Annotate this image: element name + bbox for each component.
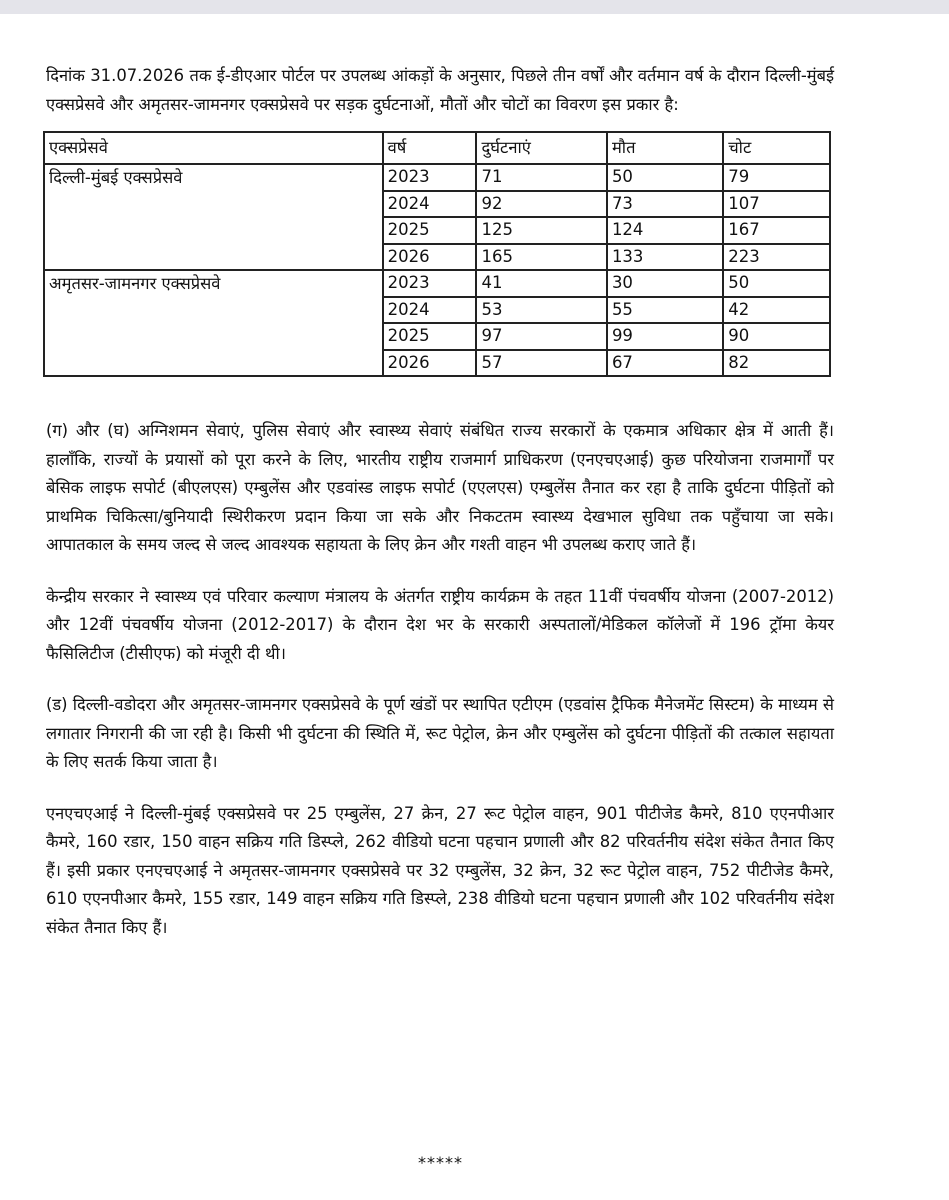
- injuries-cell: 167: [723, 217, 830, 244]
- header-injuries: चोट: [723, 132, 830, 164]
- injuries-cell: 82: [723, 350, 830, 377]
- deaths-cell: 124: [607, 217, 723, 244]
- document-page: [46, 40, 834, 942]
- injuries-cell: 42: [723, 297, 830, 324]
- table-row: [44, 270, 830, 297]
- table-row: [44, 164, 830, 191]
- paragraph-g-gh: (ग) और (घ) अग्निशमन सेवाएं, पुलिस सेवाएं और स्वास्थ्य सेवाएं संबंधित राज्य सरकारों के एकमात्र अधिकार क्षेत्र में आती हैं। हालाँकि, राज्यों के प्रयासों को पूरा करने के लिए, भारतीय राष्ट्रीय राजमार्ग प्राधिकरण (एनएचएआई) कुछ परियोजना राजमार्गों पर बेसिक लाइफ सपोर्ट (बीएलएस) एम्बुलेंस और एडवांस्ड लाइफ सपोर्ट (एएलएस) एम्बुलेंस तैनात कर रहा है ताकि दुर्घटना पीड़ितों को प्राथमिक चिकित्सा/बुनियादी स्थिरीकरण प्रदान किया जा सके और निकटतम स्वास्थ्य देखभाल सुविधा तक पहुँचाया जा सके। आपातकाल के समय जल्द से जल्द आवश्यक सहायता के लिए क्रेन और गश्ती वाहन भी उपलब्ध कराए जाते हैं।: [46, 421, 834, 554]
- accidents-cell: 71: [476, 164, 606, 191]
- accidents-cell: 165: [476, 244, 606, 271]
- accidents-cell: 92: [476, 191, 606, 218]
- injuries-cell: 90: [723, 323, 830, 350]
- deaths-cell: 30: [607, 270, 723, 297]
- expressway-name-cell: दिल्ली-मुंबई एक्सप्रेसवे: [44, 164, 383, 270]
- accidents-cell: 57: [476, 350, 606, 377]
- accidents-cell: 41: [476, 270, 606, 297]
- expressway-accident-table: [43, 131, 831, 377]
- header-accidents: दुर्घटनाएं: [476, 132, 606, 164]
- header-expressway: एक्सप्रेसवे: [44, 132, 383, 164]
- deaths-cell: 67: [607, 350, 723, 377]
- accidents-cell: 53: [476, 297, 606, 324]
- paragraph-nhai: एनएचएआई ने दिल्ली-मुंबई एक्सप्रेसवे पर 25 एम्बुलेंस, 27 क्रेन, 27 रूट पेट्रोल वाहन, 901 पीटीजेड कैमरे, 810 एएनपीआर कैमरे, 160 रडार, 150 वाहन सक्रिय गति डिस्प्ले, 262 वीडियो घटना पहचान प्रणाली और 82 परिवर्तनीय संदेश संकेत तैनात किए हैं। इसी प्रकार एनएचएआई ने अमृतसर-जामनगर एक्सप्रेसवे पर 32 एम्बुलेंस, 32 क्रेन, 32 रूट पेट्रोल वाहन, 752 पीटीजेड कैमरे, 610 एएनपीआर कैमरे, 155 रडार, 149 वाहन सक्रिय गति डिस्प्ले, 238 वीडियो घटना पहचान प्रणाली और 102 परिवर्तनीय संदेश संकेत तैनात किए हैं।: [46, 803, 834, 937]
- injuries-cell: 107: [723, 191, 830, 218]
- end-mark: *****: [418, 1153, 463, 1172]
- injuries-cell: 50: [723, 270, 830, 297]
- accidents-cell: 97: [476, 323, 606, 350]
- year-cell: 2025: [383, 323, 477, 350]
- header-deaths: मौत: [607, 132, 723, 164]
- paragraph-d: (ड) दिल्ली-वडोदरा और अमृतसर-जामनगर एक्सप्रेसवे के पूर्ण खंडों पर स्थापित एटीएम (एडवांस ट्रैफिक मैनेजमेंट सिस्टम) के माध्यम से लगातार निगरानी की जा रही है। किसी भी दुर्घटना की स्थिति में, रूट पेट्रोल, क्रेन और एम्बुलेंस को दुर्घटना पीड़ितों की तत्काल सहायता के लिए सतर्क किया जाता है।: [46, 695, 834, 771]
- injuries-cell: 79: [723, 164, 830, 191]
- accidents-cell: 125: [476, 217, 606, 244]
- deaths-cell: 50: [607, 164, 723, 191]
- deaths-cell: 73: [607, 191, 723, 218]
- year-cell: 2024: [383, 191, 477, 218]
- injuries-cell: 223: [723, 244, 830, 271]
- deaths-cell: 133: [607, 244, 723, 271]
- header-year: वर्ष: [383, 132, 477, 164]
- year-cell: 2023: [383, 270, 477, 297]
- intro-paragraph: दिनांक 31.07.2026 तक ई-डीएआर पोर्टल पर उपलब्ध आंकड़ों के अनुसार, पिछले तीन वर्षों और वर्तमान वर्ष के दौरान दिल्ली-मुंबई एक्सप्रेसवे और अमृतसर-जामनगर एक्सप्रेसवे पर सड़क दुर्घटनाओं, मौतों और चोटों का विवरण इस प्रकार है:: [46, 66, 834, 114]
- deaths-cell: 99: [607, 323, 723, 350]
- expressway-name-cell: अमृतसर-जामनगर एक्सप्रेसवे: [44, 270, 383, 376]
- top-bar: [0, 0, 949, 14]
- year-cell: 2026: [383, 350, 477, 377]
- deaths-cell: 55: [607, 297, 723, 324]
- table-header-row: [44, 132, 830, 164]
- year-cell: 2023: [383, 164, 477, 191]
- year-cell: 2025: [383, 217, 477, 244]
- paragraph-central-government: केन्द्रीय सरकार ने स्वास्थ्य एवं परिवार कल्याण मंत्रालय के अंतर्गत राष्ट्रीय कार्यक्रम के तहत 11वीं पंचवर्षीय योजना (2007-2012) और 12वीं पंचवर्षीय योजना (2012-2017) के दौरान देश भर के सरकारी अस्पतालों/मेडिकल कॉलेजों में 196 ट्रॉमा केयर फैसिलिटीज (टीसीएफ) को मंजूरी दी थी।: [46, 586, 834, 663]
- year-cell: 2026: [383, 244, 477, 271]
- year-cell: 2024: [383, 297, 477, 324]
